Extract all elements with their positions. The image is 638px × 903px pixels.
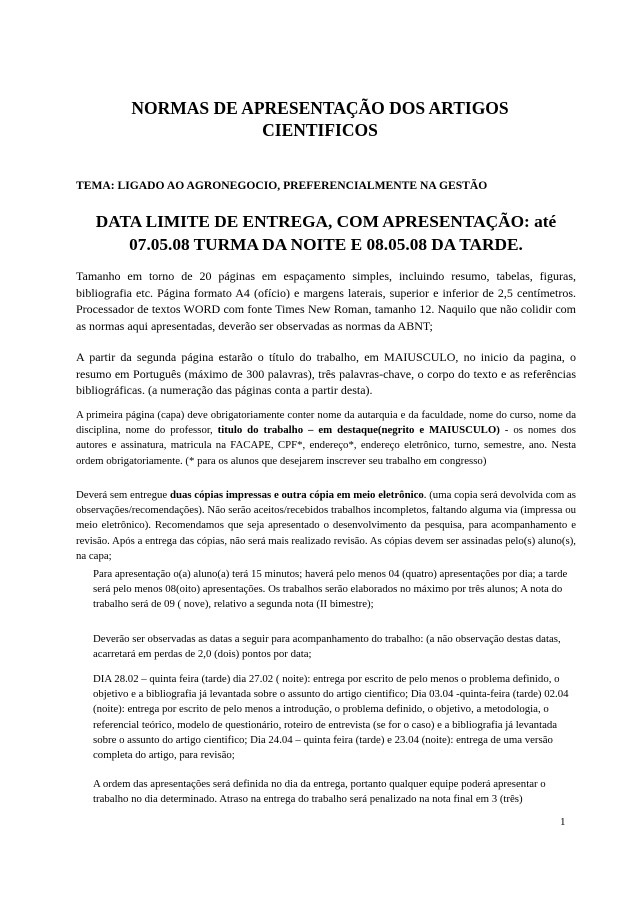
presentation-rules-list xyxy=(93,567,576,613)
paragraph-delivery: Deverá sem entregue duas cópias impressas e outra cópia em meio eletrônico. (uma copia será devolvida com as observações/recomendações). Não serão aceitos/recebidos trabalhos incompletos, faltando alguma via (impressa ou meio eletrônico). Recomendamos que seja apresentado o desenvolvimento da pesquisa, para acompanhamento e revisão. Após a entrega das cópias, não será mais realizado revisão. As cópias devem ser assinadas pelo(s) aluno(s), na capa; xyxy=(76,489,576,562)
page-number: 1 xyxy=(560,816,566,828)
deadline-heading xyxy=(76,210,576,256)
list-item: Dia 24.04 – quinta feira (tarde) e 23.04 (noite): entrega de uma versão completa do artigo, para revisão; xyxy=(93,733,553,762)
paragraph-structure: A partir da segunda página estarão o título do trabalho, em MAIUSCULO, no inicio da pagina, o resumo em Português (máximo de 300 palavras), três palavras-chave, o corpo do texto e as referências bibliográficas. (a numeração das páginas conta a partir desta). xyxy=(76,350,576,397)
paragraph-cover-page: A primeira página (capa) deve obrigatoriamente conter nome da autarquia e da faculdade, nome do curso, nome da disciplina, nome do professor, titulo do trabalho – em destaque(negrito e MAIUSCULO) - os nomes dos autores e assinatura, matricula na FACAPE, CPF*, endereço*, endereço eletrônico, turno, semestre, ano. Nesta ordem obrigatoriamente. (* para os alunos que desejarem inscrever seu trabalho em congresso) xyxy=(76,409,576,467)
paragraph-format: Tamanho em torno de 20 páginas em espaçamento simples, incluindo resumo, tabelas, figuras, bibliografia etc. Página formato A4 (ofício) e margens laterais, superior e inferior de 2,5 centímetros. Processador de textos WORD com fonte Times New Roman, tamanho 12. Naquilo que não colidir com as normas aqui apresentadas, deverão ser observadas as normas da ABNT; xyxy=(76,269,576,333)
list-item: DIA 28.02 – quinta feira (tarde) dia 27.02 ( noite): entrega por escrito de pelo menos o problema definido, o objetivo e a bibliografia já levantada sobre o assunto do artigo cientifico; xyxy=(93,673,560,701)
list-item: Os trabalhos serão elaborados no máximo por três alunos; xyxy=(268,583,519,596)
list-item: Dia 03.04 -quinta-feira (tarde) 02.04 (noite): entrega por escrito de pelo menos a introdução, o problema definido, o objetivo, a metodologia, o referencial teórico, modelo de questionário, roteiro de entrevista (se for o caso) e a bibliografia já levantada sobre o assunto do artigo cientifico; xyxy=(93,688,569,746)
schedule-list xyxy=(93,672,576,763)
paragraph-dates-intro: Deverão ser observadas as datas a seguir para acompanhamento do trabalho: (a não observação destas datas, acarretará em perdas de 2,0 (dois) pontos por data; xyxy=(93,633,561,661)
theme-line: TEMA: LIGADO AO AGRONEGOCIO, PREFERENCIALMENTE NA GESTÃO xyxy=(76,179,488,192)
cover-title-emphasis: titulo do trabalho – em destaque(negrito e MAIUSCULO) xyxy=(217,424,500,437)
title-line-2: CIENTIFICOS xyxy=(262,120,378,140)
list-item: Para apresentação o(a) aluno(a) terá 15 minutos; haverá pelo menos 04 (quatro) apresentações por dia; a tarde será pelo menos 08(oito) apresentações. xyxy=(93,568,568,596)
title-line-1: NORMAS DE APRESENTAÇÃO DOS ARTIGOS xyxy=(131,98,509,118)
deadline-line-2: 07.05.08 TURMA DA NOITE E 08.05.08 DA TARDE. xyxy=(129,235,523,254)
copies-emphasis: duas cópias impressas e outra cópia em meio eletrônico xyxy=(169,489,424,501)
list-item: A nota do trabalho será de 09 ( nove), relativo a segunda nota (II bimestre); xyxy=(93,583,563,611)
deadline-line-1: DATA LIMITE DE ENTREGA, COM APRESENTAÇÃO: até xyxy=(95,212,557,231)
document-title xyxy=(100,97,540,141)
paragraph-presentation-order: A ordem das apresentações será definida no dia da entrega, portanto qualquer equipe poderá apresentar o trabalho no dia determinado. Atraso na entrega do trabalho será penalizado na nota final em 3 (três) xyxy=(93,778,546,806)
